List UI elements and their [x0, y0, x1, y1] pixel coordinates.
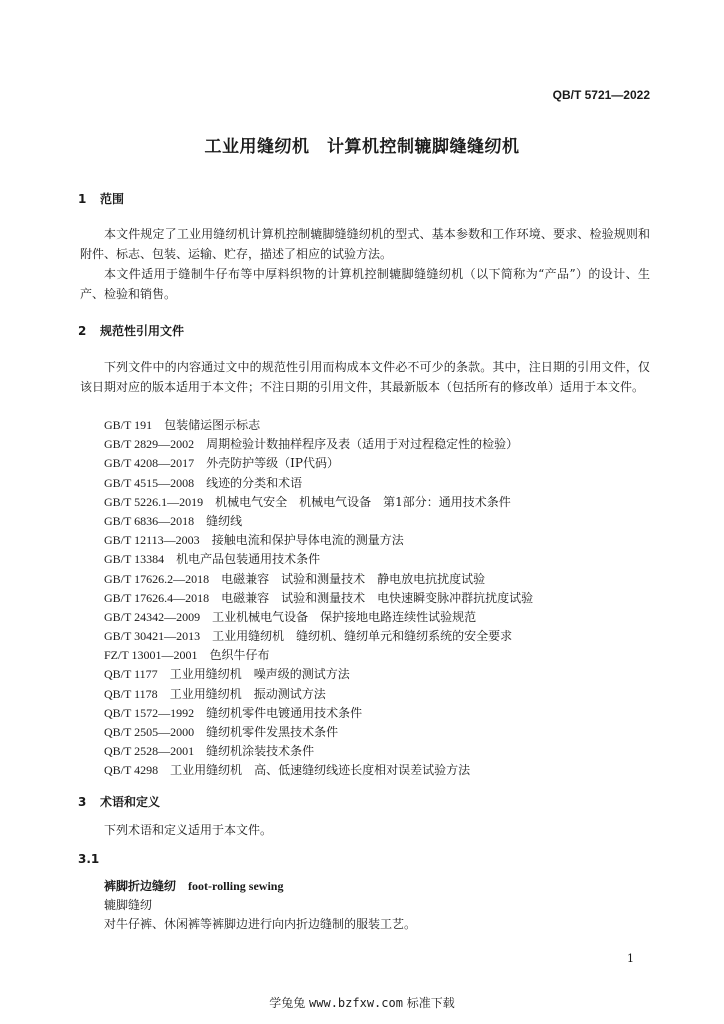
reference-title: 缝纫机零件电镀通用技术条件	[206, 705, 363, 720]
page-number: 1	[627, 952, 634, 965]
reference-code: GB/T 17626.4—2018	[104, 590, 210, 605]
reference-title: 工业用缝纫机 高、低速缝纫线迹长度相对误差试验方法	[170, 763, 471, 778]
reference-code: QB/T 2505—2000	[104, 725, 195, 739]
footer-site-name: 学兔兔	[269, 996, 306, 1010]
reference-item	[104, 512, 533, 531]
terms-intro: 下列术语和定义适用于本文件。	[104, 823, 273, 837]
reference-code: QB/T 1572—1992	[104, 705, 195, 720]
reference-title: 机电产品包装通用技术条件	[176, 552, 321, 567]
reference-item	[104, 685, 533, 704]
section-number: 3	[78, 795, 87, 809]
reference-item	[104, 646, 533, 665]
reference-item	[104, 665, 533, 684]
reference-item	[104, 723, 533, 742]
subsection-number: 3.1	[78, 852, 100, 866]
reference-code: FZ/T 13001—2001	[104, 648, 198, 663]
section-number: 1	[78, 192, 87, 206]
reference-code: GB/T 17626.2—2018	[104, 571, 210, 586]
standard-code: QB/T 5721—2022	[552, 88, 650, 102]
reference-code: GB/T 5226.1—2019	[104, 494, 204, 509]
footer-suffix: 标准下载	[406, 996, 455, 1010]
reference-title: 线迹的分类和术语	[206, 475, 303, 490]
reference-item	[104, 493, 533, 512]
reference-code: QB/T 1178	[104, 686, 158, 701]
reference-title: 工业机械电气设备 保护接地电路连续性试验规范	[212, 609, 477, 624]
reference-item	[104, 761, 533, 780]
section-1-heading	[78, 190, 124, 207]
reference-code: GB/T 6836—2018	[104, 513, 195, 528]
reference-item	[104, 742, 533, 761]
reference-title: 电磁兼容 试验和测量技术 静电放电抗扰度试验	[221, 571, 486, 586]
section-number: 2	[78, 324, 87, 338]
reference-code: GB/T 13384	[104, 552, 165, 567]
reference-title: 电磁兼容 试验和测量技术 电快速瞬变脉冲群抗扰度试验	[221, 590, 534, 605]
reference-item	[104, 550, 533, 569]
section-title: 范围	[100, 192, 125, 206]
references-intro: 下列文件中的内容通过文中的规范性引用而构成本文件必不可少的条款。其中，注日期的引用文件，仅该日期对应的版本适用于本文件；不注日期的引用文件，其最新版本（包括所有的修改单）适用于本文件。	[80, 360, 650, 394]
document-title: 工业用缝纫机 计算机控制辘脚缝缝纫机	[204, 137, 520, 157]
term-entry	[104, 877, 283, 894]
reference-title: 外壳防护等级（IP代码）	[206, 456, 339, 471]
term-definition: 对牛仔裤、休闲裤等裤脚边进行向内折边缝制的服装工艺。	[104, 917, 417, 931]
reference-item	[104, 589, 533, 608]
reference-title: 工业用缝纫机 缝纫机、缝纫单元和缝纫系统的安全要求	[212, 629, 513, 644]
reference-item	[104, 474, 533, 493]
scope-paragraph-1: 本文件规定了工业用缝纫机计算机控制辘脚缝缝纫机的型式、基本参数和工作环境、要求、检验规则和附件、标志、包装、运输、贮存，描述了相应的试验方法。	[80, 227, 650, 261]
reference-item	[104, 435, 533, 454]
reference-code: GB/T 24342—2009	[104, 609, 201, 624]
reference-code: GB/T 4208—2017	[104, 456, 195, 471]
footer-watermark	[0, 994, 724, 1011]
reference-title: 缝纫机涂装技术条件	[206, 744, 315, 759]
reference-title: 缝纫机零件发黑技术条件	[206, 725, 339, 739]
scope-paragraph-2: 本文件适用于缝制牛仔布等中厚料织物的计算机控制辘脚缝缝纫机（以下简称为“产品”）的设计、生产、检验和销售。	[80, 267, 650, 301]
reference-title: 机械电气安全 机械电气设备 第1部分：通用技术条件	[215, 494, 511, 509]
reference-title: 接触电流和保护导体电流的测量方法	[211, 533, 404, 548]
term-chinese: 裤脚折边缝纫	[104, 879, 177, 893]
reference-title: 工业用缝纫机 振动测试方法	[169, 686, 326, 701]
reference-code: GB/T 4515—2008	[104, 475, 195, 490]
term-synonym: 辘脚缝纫	[104, 898, 153, 912]
section-2-heading	[78, 322, 184, 339]
reference-code: QB/T 2528—2001	[104, 744, 195, 759]
reference-item	[104, 454, 533, 473]
section-title: 术语和定义	[100, 795, 161, 809]
reference-item	[104, 704, 533, 723]
section-3-heading	[78, 793, 160, 810]
section-title: 规范性引用文件	[100, 324, 185, 338]
reference-title: 包装储运图示标志	[164, 418, 261, 432]
reference-item	[104, 570, 533, 589]
reference-title: 工业用缝纫机 噪声级的测试方法	[169, 667, 350, 682]
reference-item	[104, 531, 533, 550]
reference-title: 缝纫线	[206, 513, 243, 528]
reference-item	[104, 627, 533, 646]
footer-url[interactable]: www.bzfxw.com	[309, 996, 403, 1010]
reference-code: GB/T 191	[104, 418, 153, 432]
reference-item	[104, 608, 533, 627]
reference-item	[104, 416, 533, 435]
reference-code: GB/T 12113—2003	[104, 533, 200, 548]
reference-code: QB/T 4298	[104, 763, 159, 778]
reference-title: 色织牛仔布	[209, 648, 270, 663]
reference-code: QB/T 1177	[104, 667, 158, 682]
reference-code: GB/T 30421—2013	[104, 629, 201, 644]
reference-code: GB/T 2829—2002	[104, 437, 195, 452]
normative-references-list	[104, 416, 533, 781]
term-english: foot-rolling sewing	[188, 879, 284, 893]
reference-title: 周期检验计数抽样程序及表（适用于对过程稳定性的检验）	[206, 437, 519, 452]
